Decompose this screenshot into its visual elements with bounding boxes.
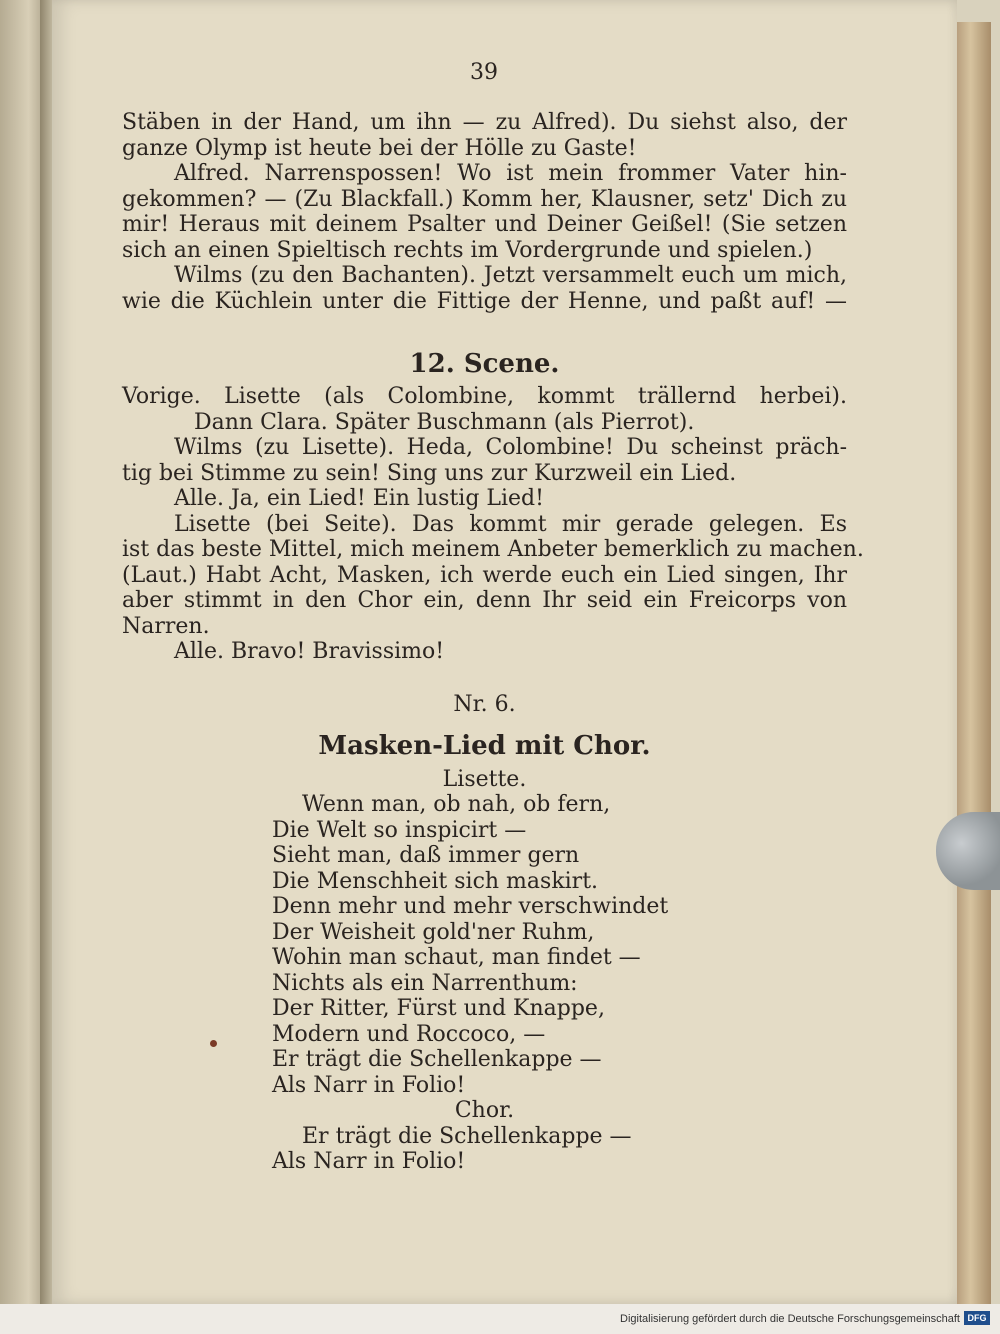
- text-line: gekommen? — (Zu Blackfall.) Komm her, Klausner, setz' Dich zu: [122, 186, 847, 212]
- scene-heading: 12. Scene.: [409, 349, 560, 379]
- text-line: Vorige. Lisette (als Colombine, kommt trällernd herbei).: [122, 384, 847, 409]
- text-line: Stäben in der Hand, um ihn — zu Alfred). Du siehst also, der: [122, 110, 847, 135]
- verse-line: Die Welt so inspicirt —: [272, 817, 527, 843]
- page-text: [122, 110, 864, 1175]
- text-line: Wilms (zu den Bachanten). Jetzt versammelt euch um mich,: [174, 263, 847, 288]
- text-line: ist das beste Mittel, mich meinem Anbeter bemerklich zu machen.: [122, 537, 864, 562]
- song-number: Nr. 6.: [453, 691, 516, 717]
- text-line: mir! Heraus mit deinem Psalter und Deiner Geißel! (Sie setzen: [122, 212, 847, 237]
- verse-line: Der Weisheit gold'ner Ruhm,: [272, 919, 595, 945]
- text-line: Alfred. Narrenspossen! Wo ist mein frommer Vater hin-: [174, 161, 847, 186]
- song-title: Masken-Lied mit Chor.: [318, 730, 651, 761]
- verse-line: Wenn man, ob nah, ob fern,: [302, 792, 611, 817]
- text-line: sich an einen Spieltisch rechts im Vordergrunde und spielen.): [122, 237, 813, 263]
- page-clip: [936, 812, 1000, 890]
- text-line: Narren.: [122, 613, 210, 639]
- verse-line: Denn mehr und mehr verschwindet: [272, 894, 669, 919]
- page-number: 39: [470, 60, 498, 85]
- verse-line: Sieht man, daß immer gern: [272, 843, 580, 868]
- text-line: (Laut.) Habt Acht, Masken, ich werde euch ein Lied singen, Ihr: [122, 562, 847, 588]
- text-line: Dann Clara. Später Buschmann (als Pierrot).: [194, 409, 695, 435]
- song-singer: Lisette.: [442, 766, 527, 792]
- text-line: tig bei Stimme zu sein! Sing uns zur Kurzweil ein Lied.: [122, 460, 737, 486]
- verse-line: Als Narr in Folio!: [272, 1072, 466, 1098]
- text-line: Alle. Ja, ein Lied! Ein lustig Lied!: [174, 486, 544, 511]
- verse-line: Modern und Roccoco, —: [272, 1021, 546, 1047]
- text-line: Wilms (zu Lisette). Heda, Colombine! Du scheinst präch-: [174, 435, 847, 460]
- chorus-line: Als Narr in Folio!: [272, 1149, 466, 1174]
- text-line: Alle. Bravo! Bravissimo!: [174, 639, 445, 664]
- chorus-label: Chor.: [454, 1098, 515, 1123]
- footer-credit: Digitalisierung gefördert durch die Deutsche Forschungsgemeinschaft: [620, 1313, 960, 1325]
- page-edge: [957, 22, 991, 1304]
- verse-line: Der Ritter, Fürst und Knappe,: [272, 996, 605, 1021]
- text-line: ganze Olymp ist heute bei der Hölle zu Gaste!: [122, 135, 637, 161]
- verse-line: Er trägt die Schellenkappe —: [272, 1047, 602, 1072]
- verse-line: Wohin man schaut, man findet —: [272, 945, 641, 970]
- text-line: wie die Küchlein unter die Fittige der Henne, und paßt auf! —: [122, 288, 847, 314]
- verse-line: Nichts als ein Narrenthum:: [272, 970, 578, 996]
- dfg-logo: DFG: [964, 1311, 990, 1325]
- verse-line: Die Menschheit sich maskirt.: [272, 868, 599, 894]
- text-line: aber stimmt in den Chor ein, denn Ihr seid ein Freicorps von: [122, 588, 847, 613]
- chorus-line: Er trägt die Schellenkappe —: [302, 1123, 632, 1149]
- text-line: Lisette (bei Seite). Das kommt mir gerade gelegen. Es: [174, 511, 847, 537]
